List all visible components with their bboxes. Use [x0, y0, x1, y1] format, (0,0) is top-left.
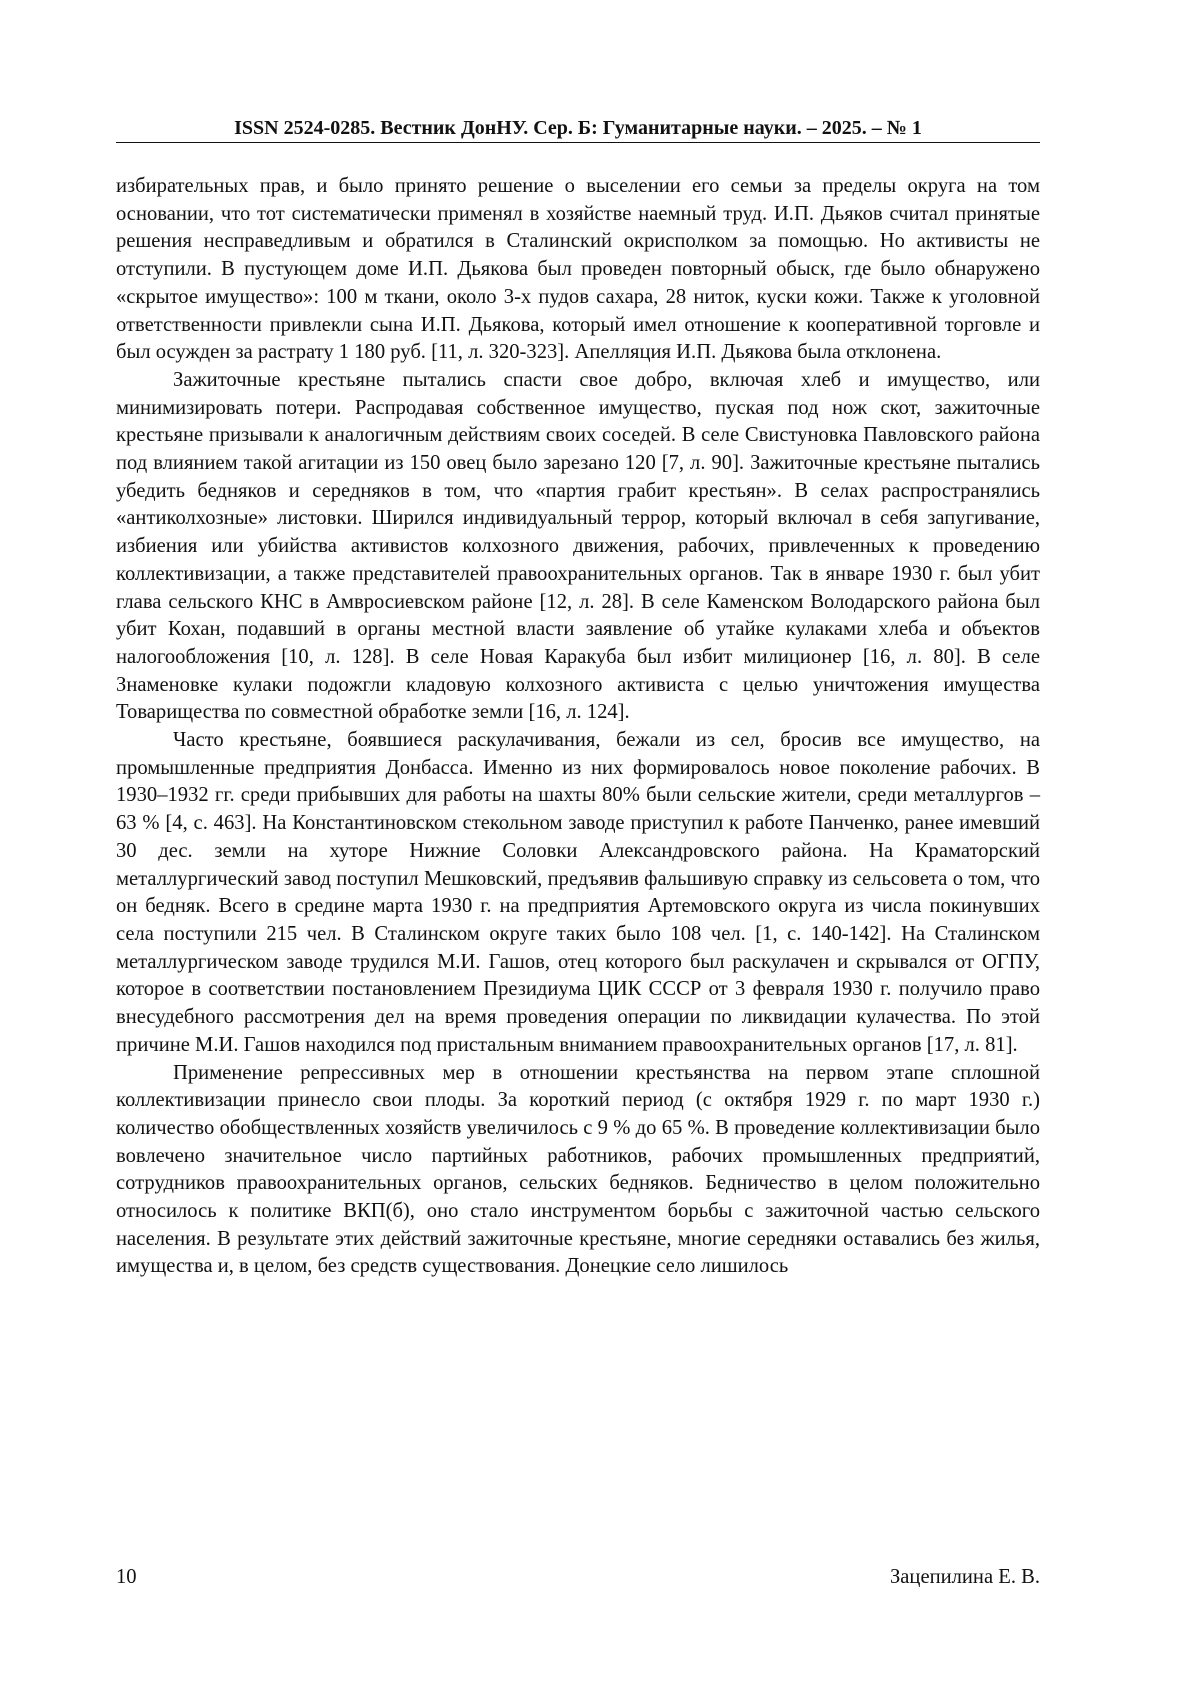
paragraph: Зажиточные крестьяне пытались спасти свое добро, включая хлеб и имущество, или минимизировать потери. Распродавая собственное имущество, пуская под нож скот, зажиточные крестьяне призывали к аналогичным действиям своих соседей. В селе Свистуновка Павловского района под влиянием такой агитации из 150 овец было зарезано 120 [7, л. 90]. Зажиточные крестьяне пытались убедить бедняков и середняков в том, что «партия грабит крестьян». В селах распространялись «антиколхозные» листовки. Ширился индивидуальный террор, который включал в себя запугивание, избиения или убийства активистов колхозного движения, рабочих, привлеченных к проведению коллективизации, а также представителей правоохранительных органов. Так в январе 1930 г. был убит глава сельского КНС в Амвросиевском районе [12, л. 28]. В селе Каменском Володарского района был убит Кохан, подавший в органы местной власти заявление об утайке кулаками хлеба и объектов налогообложения [10, л. 128]. В селе Новая Каракуба был избит милиционер [16, л. 80]. В селе Знаменовке кулаки подожгли кладовую колхозного активиста с целью уничтожения имущества Товарищества по совместной обработке земли [16, л. 124].: [116, 368, 1040, 724]
article-body: [116, 173, 1040, 1281]
page-number: 10: [116, 1566, 137, 1588]
running-header: ISSN 2524-0285. Вестник ДонНУ. Сер. Б: Гуманитарные науки. – 2025. – № 1: [234, 117, 922, 139]
footer-author: Зацепилина Е. В.: [889, 1566, 1040, 1588]
paragraph-continued: избирательных прав, и было принято решение о выселении его семьи за пределы округа на том основании, что тот систематически применял в хозяйстве наемный труд. И.П. Дьяков считал принятые решения несправедливым и обратился в Сталинский окрисполком за помощью. Но активисты не отступили. В пустующем доме И.П. Дьякова был проведен повторный обыск, где было обнаружено «скрытое имущество»: 100 м ткани, около 3-х пудов сахара, 28 ниток, куски кожи. Также к уголовной ответственности привлекли сына И.П. Дьякова, который имел отношение к кооперативной торговле и был осужден за растрату 1 180 руб. [11, л. 320-323]. Апелляция И.П. Дьякова была отклонена.: [116, 175, 1040, 364]
paragraph: Часто крестьяне, боявшиеся раскулачивания, бежали из сел, бросив все имущество, на промышленные предприятия Донбасса. Именно из них формировалось новое поколение рабочих. В 1930–1932 гг. среди прибывших для работы на шахты 80% были сельские жители, среди металлургов – 63 % [4, с. 463]. На Константиновском стекольном заводе приступил к работе Панченко, ранее имевший 30 дес. земли на хуторе Нижние Соловки Александровского района. На Краматорский металлургический завод поступил Мешковский, предъявив фальшивую справку из сельсовета о том, что он бедняк. Всего в средине марта 1930 г. на предприятия Артемовского округа из числа покинувших села поступили 215 чел. В Сталинском округе таких было 108 чел. [1, с. 140-142]. На Сталинском металлургическом заводе трудился М.И. Гашов, отец которого был раскулачен и скрывался от ОГПУ, которое в соответствии постановлением Президиума ЦИК СССР от 3 февраля 1930 г. получило право внесудебного рассмотрения дел на время проведения операции по ликвидации кулачества. По этой причине М.И. Гашов находился под пристальным вниманием правоохранительных органов [17, л. 81].: [116, 729, 1040, 1056]
header-rule: [116, 142, 1040, 143]
paragraph: Применение репрессивных мер в отношении крестьянства на первом этапе сплошной коллективизации принесло свои плоды. За короткий период (с октября 1929 г. по март 1930 г.) количество обобществленных хозяйств увеличилось с 9 % до 65 %. В проведение коллективизации было вовлечено значительное число партийных работников, рабочих промышленных предприятий, сотрудников правоохранительных органов, сельских бедняков. Бедничество в целом положительно относилось к политике ВКП(б), оно стало инструментом борьбы с зажиточной частью сельского населения. В результате этих действий зажиточные крестьяне, многие середняки оставались без жилья, имущества и, в целом, без средств существования. Донецкие село лишилось: [116, 1061, 1040, 1278]
